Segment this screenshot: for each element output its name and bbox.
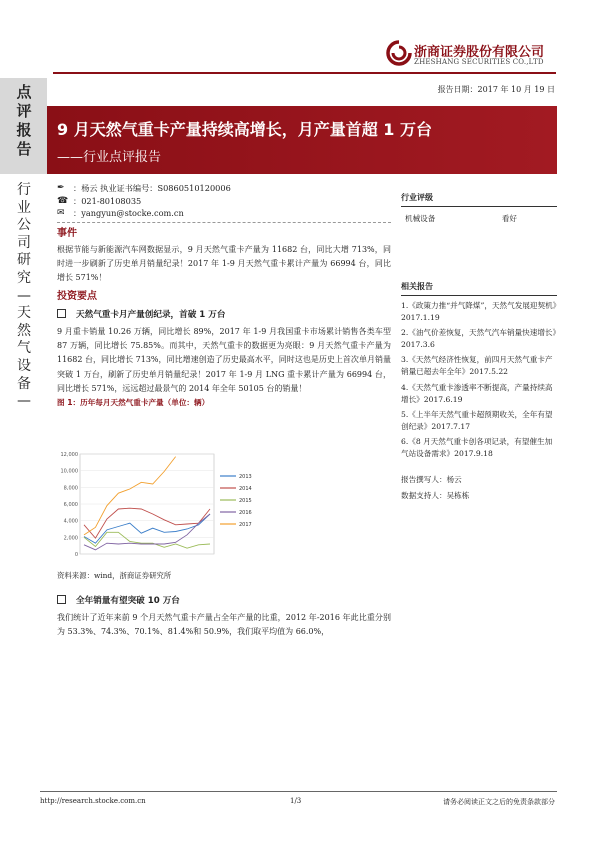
point2-block [57,594,391,639]
point2-body: 我们统计了近年来前 9 个月天然气重卡产量占全年产量的比重，2012 年-2016 年此比重分别为 53.3%、74.3%、70.1%、81.4%和 50.9%，我们取平均值为 66.0%， [57,613,391,637]
related-report-item[interactable]: 4.《天然气重卡渗透率不断提高，产量持续高增长》2017.6.19 [401,382,553,404]
legend-label-2017: 2017 [239,522,252,528]
legend-label-2014: 2014 [239,486,252,492]
disclaimer: 请务必阅读正文之后的免责条款部分 [443,798,555,806]
header-rule [53,72,556,74]
rating-heading: 行业评级 [401,192,557,207]
report-subtitle: ——行业点评报告 [57,150,162,165]
main-column [57,224,391,408]
y-tick-label: 8,000 [63,485,78,492]
rating-sector: 机械设备 [405,214,436,223]
footer-rule [40,791,557,792]
report-writer: 报告撰写人：杨云 [401,475,462,485]
category-label: 行业公司研究—天然气设备— [17,182,31,410]
related-report-item[interactable]: 6.《8 月天然气重卡创各项记录，有望催生加气站设备需求》2017.9.18 [401,436,553,459]
related-report-item[interactable]: 1.《政策力推“并气降煤”，天然气发展迎契机》2017.1.19 [401,301,557,323]
legend-label-2013: 2013 [239,474,252,480]
figure-caption: 图 1：历年每月天然气重卡产量（单位：辆） [57,397,210,407]
author-email[interactable]: ：yangyun@stocke.com.cn [73,208,184,218]
point1-heading: 天然气重卡月产量创纪录，首破 1 万台 [57,308,391,320]
point1-body: 9 月重卡销量 10.26 万辆，同比增长 89%，2017 年 1-9 月我国重卡市场累计销售各类车型 87 万辆，同比增长 75.85%。而其中，天然气重卡的数据更为亮眼：9 月天然气重卡产量为 11682 台，同比增长 713%，同比增速创造了历史最高水平，同时这也是历史上首次单月销量突破 1 万台，刷新了历史单月销量纪录！2017 年 1-9 月 LNG 重卡累计产量为 66994 台，同比增长 571%，远远超过最景气的 2014 年全年 50105 台的销量！ [57,327,391,393]
report-title: 9 月天然气重卡产量持续高增长，月产量首超 1 万台 [57,120,432,139]
y-tick-label: 12,000 [60,452,78,458]
author-info [57,182,231,220]
company-name: 浙商证券股份有限公司 [414,45,545,60]
y-tick-label: 10,000 [60,468,78,475]
bullet-square-icon [57,309,66,318]
rating-view: 看好 [501,214,517,223]
y-tick-label: 2,000 [63,535,78,542]
author-name: ：杨云 执业证书编号：S0860510120006 [73,183,231,193]
series-line-2013 [84,514,210,543]
related-heading: 相关报告 [401,281,557,296]
y-tick-label: 0 [74,552,78,558]
company-logo-icon [386,40,412,66]
report-type-label: 点评报告 [16,83,32,158]
divider [57,222,391,223]
figure-source: 资料来源：wind，浙商证券研究所 [57,571,172,580]
legend-label-2015: 2015 [239,498,252,504]
related-report-item[interactable]: 3.《天然气经济性恢复，前四月天然气重卡产销量已超去年全年》2017.5.22 [401,355,553,377]
author-phone: ：021-80108035 [73,195,142,206]
email-icon: ✉ [57,208,65,218]
footer-url[interactable]: http://research.stocke.com.cn [40,797,146,805]
related-report-item[interactable]: 5.《上半年天然气重卡超预期收关，全年有望创纪录》2017.7.17 [401,409,553,431]
page-number: 1/3 [290,797,302,805]
related-report-item[interactable]: 2.《油气价差恢复，天然气汽车销量快速增长》2017.3.6 [401,328,557,350]
phone-icon: ☎ [57,195,69,206]
invest-heading: 投资要点 [57,291,97,303]
monthly-production-chart [58,448,270,564]
company-name-en: ZHESHANG SECURITIES CO.,LTD [414,58,544,66]
rating-row [401,207,557,224]
data-support: 数据支持人：吴栋栋 [401,491,470,501]
legend-label-2016: 2016 [239,510,252,516]
bullet-square-icon [57,595,66,604]
series-line-2016 [84,514,210,550]
point2-heading: 全年销量有望突破 10 万台 [57,594,391,606]
event-heading: 事件 [57,228,77,239]
report-date: 报告日期：2017 年 10 月 19 日 [437,85,555,94]
pen-icon: ✒ [57,183,65,193]
related-reports-list [401,300,557,460]
y-tick-label: 6,000 [63,502,78,508]
event-body: 根据节能与新能源汽车网数据显示，9 月天然气重卡产量为 11682 台，同比大增 713%，同时进一步刷新了历史单月销量纪录！2017 年 1-9 月天然气重卡累计产量为 66994 台，同比增长 571%！ [57,245,391,283]
y-tick-label: 4,000 [63,518,78,525]
right-column [401,192,557,502]
